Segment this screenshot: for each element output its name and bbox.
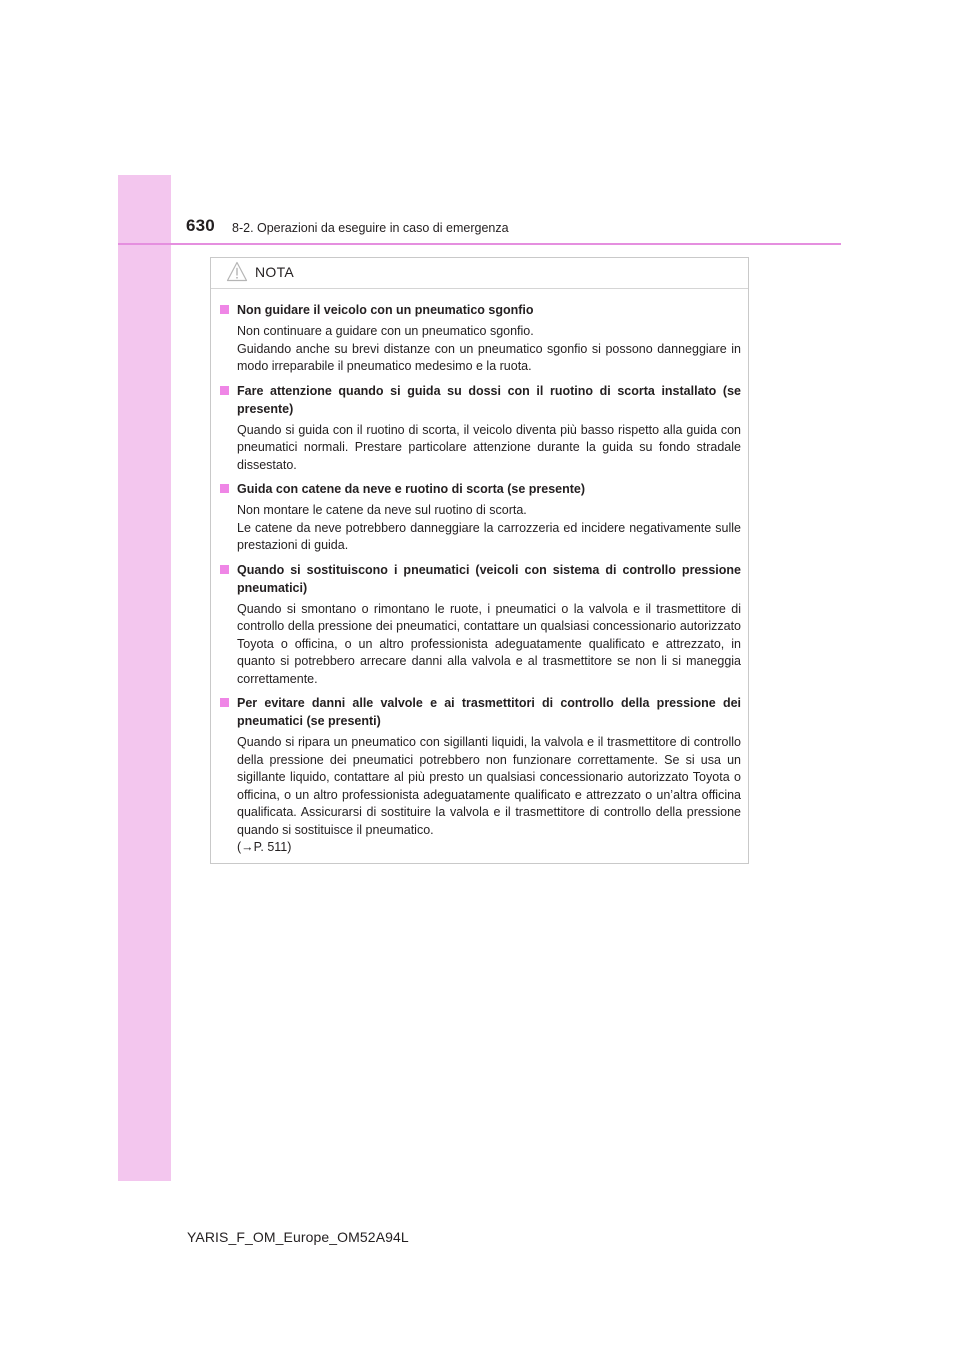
- item-heading: Quando si sostituiscono i pneumatici (veicoli con sistema di controllo pressione pneumatici): [237, 562, 741, 595]
- item-heading: Guida con catene da neve e ruotino di scorta (se presente): [237, 482, 586, 496]
- header-rule: [118, 243, 841, 245]
- item-paragraph: Quando si smontano o rimontano le ruote, i pneumatici o la valvola e il trasmettitore di controllo della pressione dei pneumatici, contattare un qualsiasi concessionario autorizzato Toyota o officina, o un altro professionista adeguatamente qualificato e attrezzato, in quanto si potrebbero arrecare danni alla valvola e al trasmettitore se non li si maneggia correttamente.: [237, 601, 741, 686]
- warning-triangle-icon: [226, 261, 248, 282]
- item-heading: Non guidare il veicolo con un pneumatico sgonfio: [237, 303, 534, 317]
- notice-body: [211, 289, 748, 857]
- notice-item: [219, 480, 741, 555]
- square-bullet-icon: [220, 386, 229, 395]
- page-reference-link[interactable]: (→P. 511): [237, 840, 292, 854]
- item-heading: Per evitare danni alle valvole e ai trasmettitori di controllo della pressione dei pneumatici (se presenti): [237, 696, 741, 728]
- notice-item: [219, 382, 741, 475]
- side-color-band: [118, 175, 171, 1181]
- notice-item: [219, 301, 741, 376]
- notice-box: [210, 257, 749, 864]
- square-bullet-icon: [220, 565, 229, 574]
- item-paragraph: Quando si ripara un pneumatico con sigillanti liquidi, la valvola e il trasmettitore di controllo della pressione dei pneumatici potrebbero non funzionare correttamente. Se si usa un sigillante liquido, contattare al più presto un qualsiasi concessionario autorizzato Toyota o officina, o un altro professionista adeguatamente qualificato e attrezzato o un’altra officina qualificata. Assicurarsi di sostituire la valvola e il trasmettitore di controllo della pressione quando si sostituisce il pneumatico.: [237, 735, 741, 837]
- item-heading: Fare attenzione quando si guida su dossi con il ruotino di scorta installato (se presente): [237, 383, 741, 416]
- document-code: YARIS_F_OM_Europe_OM52A94L: [187, 1229, 409, 1245]
- item-paragraph: Guidando anche su brevi distanze con un pneumatico sgonfio si possono danneggiare in modo irreparabile il pneumatico medesimo e la ruota.: [237, 341, 741, 373]
- item-paragraph: Quando si guida con il ruotino di scorta, il veicolo diventa più basso rispetto alla guida con pneumatici normali. Prestare particolare attenzione durante la guida su fondo stradale dissestato.: [237, 422, 741, 472]
- chapter-title: 8-2. Operazioni da eseguire in caso di emergenza: [232, 221, 509, 235]
- page-number: 630: [186, 216, 215, 235]
- item-paragraph: Non montare le catene da neve sul ruotino di scorta.: [237, 503, 527, 517]
- notice-header: [211, 258, 748, 289]
- notice-title: NOTA: [255, 264, 295, 280]
- notice-item: [219, 561, 741, 689]
- notice-item: [219, 694, 741, 857]
- square-bullet-icon: [220, 305, 229, 314]
- square-bullet-icon: [220, 484, 229, 493]
- item-paragraph: Non continuare a guidare con un pneumatico sgonfio.: [237, 324, 534, 338]
- square-bullet-icon: [220, 698, 229, 707]
- item-paragraph: Le catene da neve potrebbero danneggiare la carrozzeria ed incidere negativamente sulle prestazioni di guida.: [237, 520, 741, 552]
